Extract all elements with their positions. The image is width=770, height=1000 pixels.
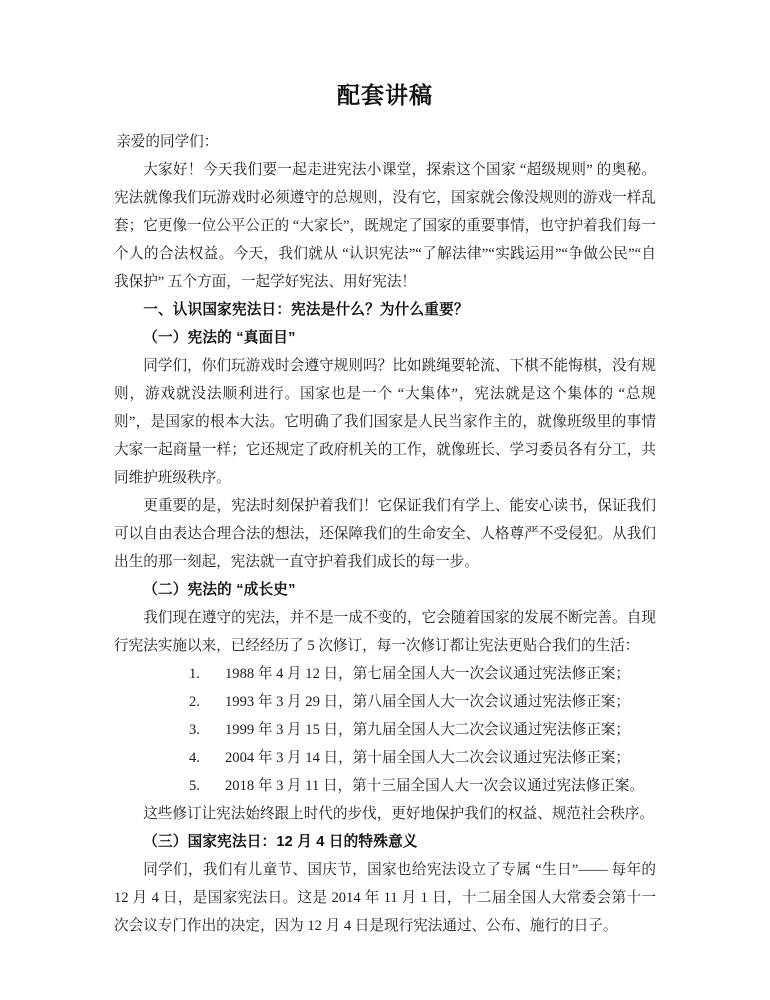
subsection-heading-1-1: （一）宪法的 “真面目” xyxy=(143,330,296,346)
list-item xyxy=(114,744,656,772)
list-item xyxy=(114,716,656,744)
list-item-number: 3. xyxy=(189,722,200,738)
section-heading-1: 一、认识国家宪法日：宪法是什么？为什么重要？ xyxy=(143,302,469,318)
list-item xyxy=(114,660,656,688)
list-item-text: 2018 年 3 月 11 日，第十三届全国人大一次会议通过宪法修正案。 xyxy=(225,778,645,794)
paragraph-1-2-closing: 这些修订让宪法始终跟上时代的步伐，更好地保护我们的权益、规范社会秩序。 xyxy=(143,806,654,822)
list-item-text: 1988 年 4 月 12 日，第七届全国人大一次会议通过宪法修正案； xyxy=(225,666,630,682)
list-item-text: 1993 年 3 月 29 日，第八届全国人大一次会议通过宪法修正案； xyxy=(225,694,630,710)
list-item xyxy=(114,772,656,800)
paragraph-1-1-2: 更重要的是，宪法时刻保护着我们！它保证我们有学上、能安心读书，保证我们可以自由表达合理合法的想法，还保障我们的生命安全、人格尊严不受侵犯。从我们出生的那一刻起，宪法就一直守护着我们成长的每一步。 xyxy=(114,498,656,570)
list-item-number: 4. xyxy=(189,750,200,766)
salutation-paragraph: 亲爱的同学们： xyxy=(116,134,219,150)
list-item xyxy=(114,688,656,716)
intro-paragraph: 大家好！今天我们要一起走进宪法小课堂，探索这个国家 “超级规则” 的奥秘。宪法就像我们玩游戏时必须遵守的总规则，没有它，国家就会像没规则的游戏一样乱套；它更像一位公平公正的 “大家长”，既规定了国家的重要事情，也守护着我们每一个人的合法权益。今天，我们就从 “认识宪法”“了解法律”“实践运用”“争做公民”“自我保护” 五个方面，一起学好宪法、用好宪法！ xyxy=(114,162,656,290)
paragraph-1-1-1: 同学们，你们玩游戏时会遵守规则吗？比如跳绳要轮流、下棋不能悔棋，没有规则，游戏就没法顺利进行。国家也是一个 “大集体”，宪法就是这个集体的 “总规则”，是国家的根本大法。它明确了我们国家是人民当家作主的，就像班级里的事情大家一起商量一样；它还规定了政府机关的工作，就像班长、学习委员各有分工，共同维护班级秩序。 xyxy=(114,358,656,486)
page-title: 配套讲稿 xyxy=(337,82,433,108)
subsection-heading-1-3: （三）国家宪法日：12 月 4 日的特殊意义 xyxy=(143,834,418,850)
paragraph-1-2-1: 我们现在遵守的宪法，并不是一成不变的，它会随着国家的发展不断完善。自现行宪法实施以来，已经经历了 5 次修订，每一次修订都让宪法更贴合我们的生活： xyxy=(114,610,656,654)
list-item-number: 2. xyxy=(189,694,200,710)
list-item-text: 1999 年 3 月 15 日，第九届全国人大二次会议通过宪法修正案； xyxy=(225,722,630,738)
amendment-list xyxy=(114,660,656,800)
paragraph-1-3-1: 同学们，我们有儿童节、国庆节，国家也给宪法设立了专属 “生日”—— 每年的 12 月 4 日，是国家宪法日。这是 2014 年 11 月 1 日，十二届全国人大常委会第十一次会议专门作出的决定，因为 12 月 4 日是现行宪法通过、公布、施行的日子。 xyxy=(114,862,656,934)
list-item-number: 1. xyxy=(189,666,200,682)
subsection-heading-1-2: （二）宪法的 “成长史” xyxy=(143,582,296,598)
list-item-number: 5. xyxy=(189,778,200,794)
document-body xyxy=(114,78,656,940)
list-item-text: 2004 年 3 月 14 日，第十届全国人大二次会议通过宪法修正案； xyxy=(225,750,630,766)
